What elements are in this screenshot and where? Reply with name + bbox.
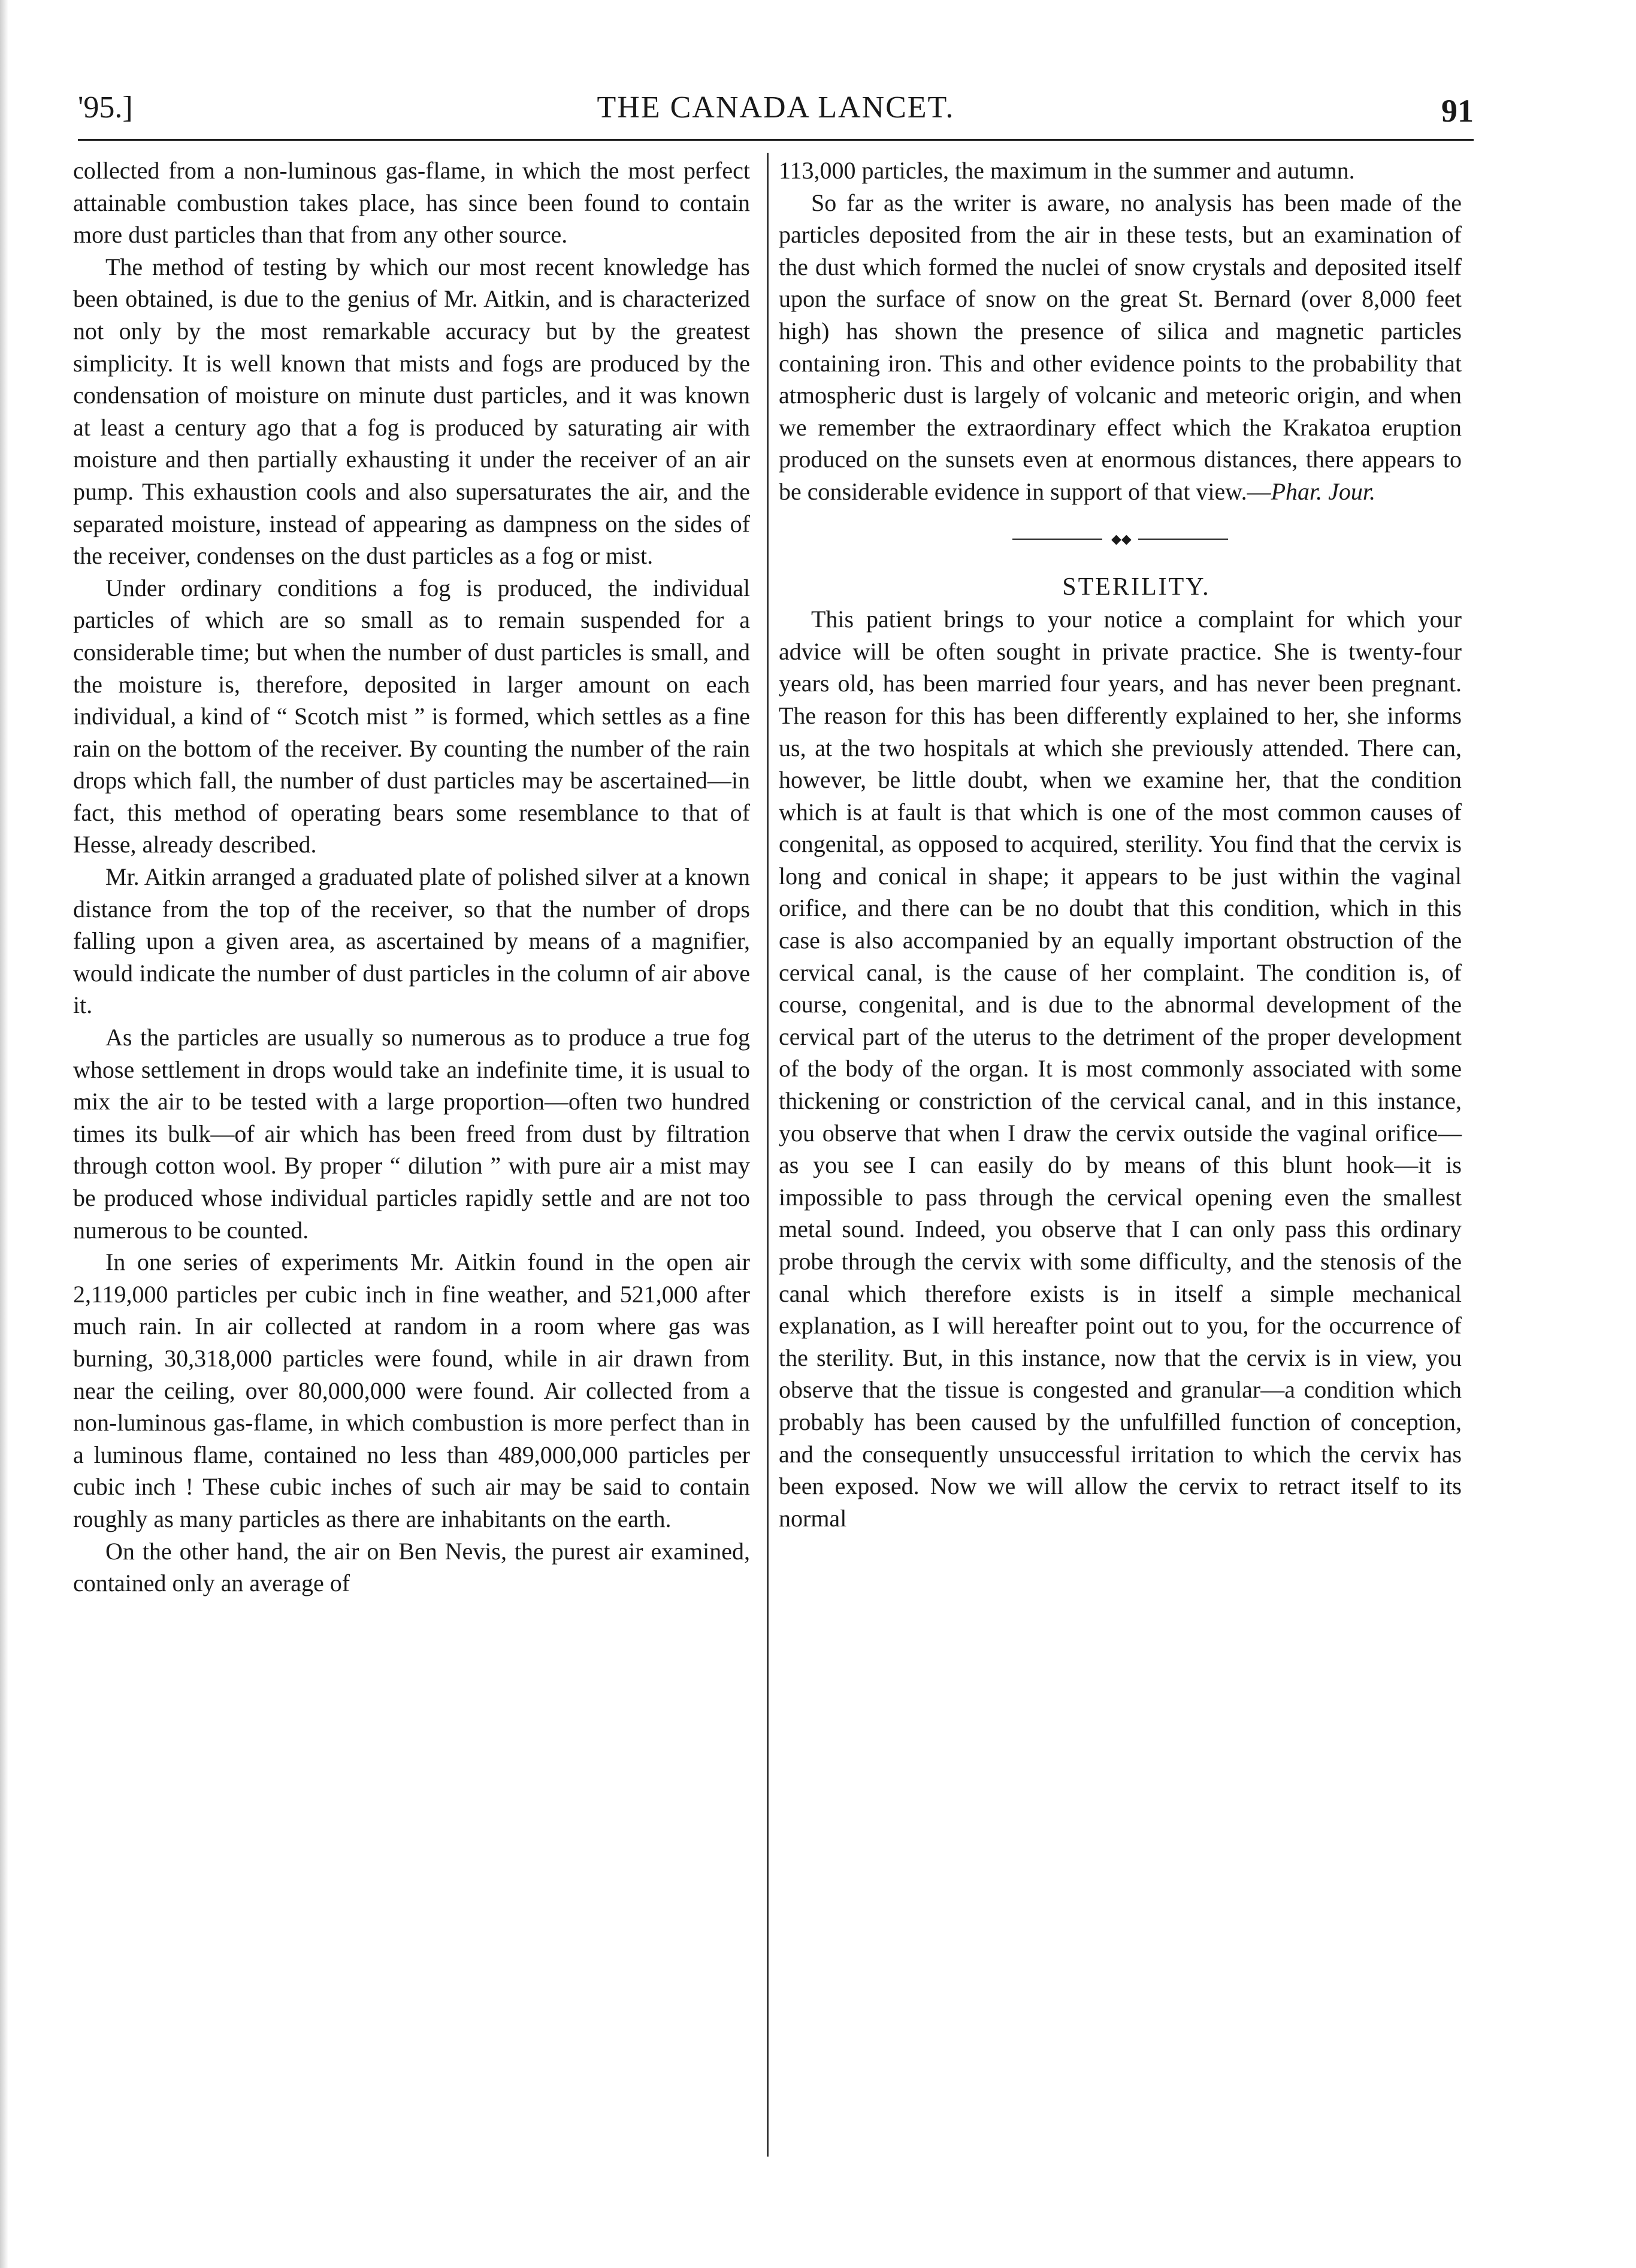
header-year: '95.]: [78, 90, 133, 125]
paragraph: collected from a non-luminous gas-flame, in which the most perfect attainable combustion takes place, has since been found to contain more dust particles than that from any other source.: [73, 157, 750, 249]
paragraph: Under ordinary conditions a fog is produced, the individual particles of which are so small as to remain suspended for a considerable time; but when the number of dust particles is small, and the moisture is, therefore, deposited in larger amount on each individual, a kind of “ Scotch mist ” is formed, which settles as a fine rain on the bottom of the receiver. By counting the number of the rain drops which fall, the number of dust particles may be ascertained—in fact, this method of operating bears some resemblance to that of Hesse, already described.: [73, 574, 750, 858]
page-header: [78, 84, 1474, 138]
paragraph-text: So far as the writer is aware, no analysis has been made of the particles deposited from the air in these tests, but an examination of the dust which formed the nuclei of snow crystals and deposited itself upon the surface of snow on the great St. Bernard (over 8,000 feet high) has shown the presence of silica and magnetic particles containing iron. This and other evidence points to the probability that atmospheric dust is largely of volcanic and meteoric origin, and when we remember the extraordinary effect which the Krakatoa eruption produced on the sunsets even at enormous distances, there appears to be considerable evidence in support of that view.—: [779, 189, 1462, 505]
source-citation: Phar. Jour.: [1271, 477, 1376, 505]
left-column: [73, 155, 750, 1599]
paragraph: 113,000 particles, the maximum in the summer and autumn.: [779, 157, 1355, 184]
paragraph: The method of testing by which our most recent knowledge has been obtained, is due to the genius of Mr. Aitkin, and is characterized not only by the most remarkable accuracy but by the greatest simplicity. It is well known that mists and fogs are produced by the condensation of moisture on minute dust particles, and it was known at least a century ago that a fog is produced by saturating air with moisture and then partially exhausting it under the receiver of an air pump. This exhaustion cools and also supersaturates the air, and the separated moisture, instead of appearing as dampness on the sides of the receiver, condenses on the dust particles as a fog or mist.: [73, 253, 750, 570]
divider-ornament-icon: ◆◆: [1111, 531, 1132, 546]
paragraph-with-source: [779, 187, 1462, 508]
divider-line-left: [1012, 539, 1102, 540]
divider-line-right: [1138, 539, 1228, 540]
paragraph: On the other hand, the air on Ben Nevis, the purest air examined, contained only an average of: [73, 1537, 750, 1597]
paragraph: This patient brings to your notice a complaint for which your advice will be often sought in private practice. She is twenty-four years old, has been married four years, and has never been pregnant. The reason for this has been differently explained to her, she informs us, at the two hospitals at which she previously attended. There can, however, be little doubt, when we examine her, that the condition which is at fault is that which is one of the most common causes of congenital, as opposed to acquired, sterility. You find that the cervix is long and conical in shape; it appears to be just within the vaginal orifice, and there can be no doubt that this condition, which in this case is also accompanied by an equally important obstruction of the cervical canal, is the cause of her complaint. The condition is, of course, congenital, and is due to the abnormal development of the cervical part of the uterus to the detriment of the proper development of the body of the organ. It is most commonly associated with some thickening or constriction of the cervical canal, and in this instance, you observe that when I draw the cervix outside the vaginal orifice—as you see I can easily do by means of this blunt hook—it is impossible to pass through the cervical opening even the smallest metal sound. Indeed, you observe that I can only pass this ordinary probe through the cervix with some difficulty, and the stenosis of the canal which therefore exists is in itself a simple mechanical explanation, as I will hereafter point out to you, for the occurrence of the sterility. But, in this instance, now that the cervix is in view, you observe that the tissue is congested and granular—a condition which probably has been caused by the unfulfilled function of conception, and the consequently unsuccessful irritation to which the cervix has been exposed. Now we will allow the cervix to retract itself to its normal: [779, 606, 1462, 1532]
column-rule: [767, 153, 769, 2157]
header-rule: [78, 139, 1474, 141]
section-title: STERILITY.: [1062, 573, 1211, 601]
paragraph: In one series of experiments Mr. Aitkin found in the open air 2,119,000 particles per cubic inch in fine weather, and 521,000 after much rain. In air collected at random in a room where gas was burning, 30,318,000 particles were found, while in air drawn from near the ceiling, over 80,000,000 were found. Air collected from a non-luminous gas-flame, in which combustion is more perfect than in a luminous flame, contained no less than 489,000,000 particles per cubic inch ! These cubic inches of such air may be said to contain roughly as many particles as there are inhabitants on the earth.: [73, 1248, 750, 1532]
journal-title: THE CANADA LANCET.: [597, 90, 955, 125]
page-number: 91: [1441, 93, 1474, 129]
paragraph: Mr. Aitkin arranged a graduated plate of polished silver at a known distance from the top of the receiver, so that the number of drops falling upon a given area, as ascertained by means of a magnifier, would indicate the number of dust particles in the column of air above it.: [73, 863, 750, 1019]
scan-edge-shadow: [0, 0, 8, 2268]
right-column: [779, 155, 1462, 1534]
section-divider: [1012, 533, 1228, 545]
paragraph: As the particles are usually so numerous as to produce a true fog whose settlement in drops would take an indefinite time, it is usual to mix the air to be tested with a large proportion—often two hundred times its bulk—of air which has been freed from dust by filtration through cotton wool. By proper “ dilution ” with pure air a mist may be produced whose individual particles rapidly settle and are not too numerous to be counted.: [73, 1024, 750, 1244]
